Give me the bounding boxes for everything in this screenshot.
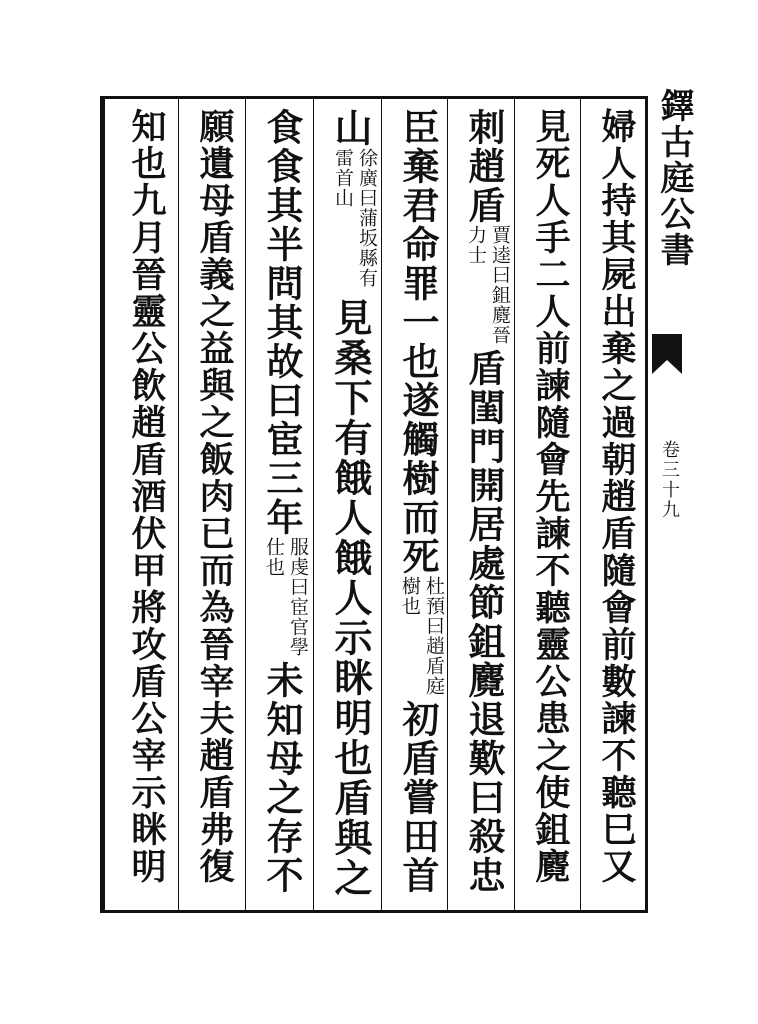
fish-tail-mark-icon (650, 330, 684, 378)
text-column-2 (524, 108, 577, 885)
main-text: 盾閨門開居處節鉏麑退歎曰殺忠 (462, 349, 506, 895)
column-divider (580, 98, 581, 910)
main-text: 見死人手二人前諫隨會先諫不聽靈公患之使鉏麑 (530, 108, 571, 885)
main-text: 知也九月晉靈公飲趙盾酒伏甲將攻盾公宰示眯明 (126, 108, 167, 885)
column-divider (447, 98, 448, 910)
frame-left-rule (100, 96, 105, 913)
text-column-7 (188, 108, 241, 885)
frame-bottom-rule (100, 910, 648, 913)
text-column-1 (590, 108, 643, 885)
text-column-3 (456, 108, 512, 895)
main-text: 願遺母盾義之益與之飯肉已而為晉宰夫趙盾弗復 (194, 108, 235, 885)
main-text: 婦人持其屍出棄之過朝趙盾隨會前數諫不聽巳又 (596, 108, 637, 885)
main-text: 未知母之存不 (260, 661, 304, 895)
text-column-6 (254, 108, 310, 895)
commentary-note: 服虔曰宦官學仕也 (263, 537, 309, 657)
main-text: 臣棄君命罪一也遂觸樹而死 (396, 108, 440, 576)
main-text: 刺趙盾 (462, 108, 506, 225)
column-divider (178, 98, 179, 910)
commentary-note: 徐廣曰蒲坂縣有雷首山 (332, 148, 378, 288)
main-text: 見桑下有餓人餓人示眯明也盾與之 (328, 298, 373, 898)
main-text: 山 (328, 108, 373, 148)
frame-top-rule (100, 96, 648, 99)
margin-volume-number: 卷三十九 (659, 440, 680, 520)
text-column-4 (390, 108, 446, 895)
text-column-8 (120, 108, 173, 885)
commentary-note: 杜預曰趙盾庭樹也 (399, 576, 445, 696)
margin-book-title: 鐸古庭公書 (654, 88, 694, 268)
main-text: 食食其半問其故曰宦三年 (260, 108, 304, 537)
main-text: 初盾嘗田首 (396, 700, 440, 895)
commentary-note: 賈逵曰鉏麑晉力士 (465, 225, 511, 345)
column-divider (381, 98, 382, 910)
column-divider (313, 98, 314, 910)
column-divider (245, 98, 246, 910)
frame-right-rule (645, 96, 648, 913)
text-column-5 (322, 108, 379, 898)
column-divider (514, 98, 515, 910)
